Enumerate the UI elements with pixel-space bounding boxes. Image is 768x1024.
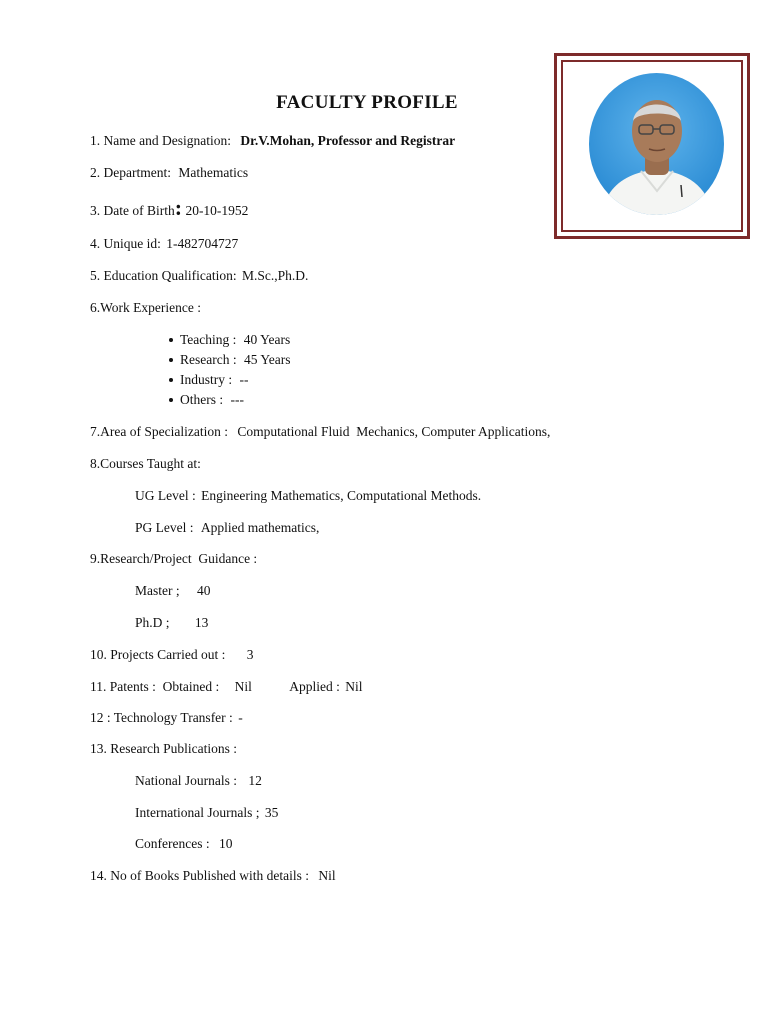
- dob-value: 20-10-1952: [185, 203, 249, 218]
- national-value: 12: [248, 773, 262, 788]
- name-label: 1. Name and Designation:: [90, 133, 231, 148]
- experience-value: ---: [230, 392, 244, 407]
- specialization-label: 7.Area of Specialization :: [90, 424, 228, 439]
- experience-label: Others :: [180, 392, 224, 407]
- national-label: National Journals :: [135, 773, 237, 788]
- conferences-row: [135, 836, 232, 852]
- unique-id-value: 1-482704727: [166, 236, 239, 251]
- experience-label: Teaching :: [180, 332, 237, 347]
- phd-label: Ph.D ;: [135, 615, 170, 630]
- experience-value: --: [239, 372, 249, 387]
- international-journals-row: [135, 805, 278, 821]
- guidance-label-text: 9.Research/Project Guidance :: [90, 551, 258, 566]
- projects-value: 3: [246, 647, 254, 662]
- department-label: 2. Department:: [90, 165, 171, 180]
- list-item: [168, 332, 291, 352]
- education-row: [90, 268, 308, 284]
- name-designation-row: [90, 133, 455, 149]
- courses-label: 8.Courses Taught at:: [90, 456, 201, 471]
- publications-label: 13. Research Publications :: [90, 741, 237, 756]
- profile-photo: [589, 73, 724, 215]
- work-experience-label: 6.Work Experience :: [90, 300, 201, 315]
- tech-transfer-row: [90, 710, 243, 726]
- name-value: Dr.V.Mohan, Professor and Registrar: [240, 133, 456, 148]
- experience-value: 40 Years: [243, 332, 291, 347]
- page-title: FACULTY PROFILE: [276, 92, 458, 113]
- phd-value: 13: [194, 615, 209, 630]
- pg-level-row: [135, 520, 319, 536]
- specialization-value: Computational Fluid Mechanics, Computer Applications,: [237, 424, 551, 439]
- experience-label: Research :: [180, 352, 237, 367]
- books-value: Nil: [318, 868, 336, 883]
- dob-row: [90, 195, 249, 220]
- unique-id-label: 4. Unique id:: [90, 236, 161, 251]
- master-label: Master ;: [135, 583, 180, 598]
- ug-label: UG Level :: [135, 488, 196, 503]
- patents-label: 11. Patents : Obtained :: [90, 679, 220, 694]
- national-journals-row: [135, 773, 262, 789]
- projects-row: [90, 647, 253, 663]
- conferences-value: 10: [218, 836, 233, 851]
- profile-photo-frame: [554, 53, 750, 239]
- master-row: [135, 583, 211, 599]
- books-label: 14. No of Books Published with details :: [90, 868, 309, 883]
- patents-applied-value: Nil: [345, 679, 363, 694]
- unique-id-row: [90, 236, 238, 252]
- international-label: International Journals ;: [135, 805, 260, 820]
- work-experience-list: [168, 332, 291, 412]
- dob-colon: :: [174, 195, 183, 220]
- master-value: 40: [197, 583, 211, 598]
- books-row: [90, 868, 336, 884]
- ug-level-row: [135, 488, 481, 504]
- experience-value: 45 Years: [243, 352, 291, 367]
- patents-row: [90, 679, 363, 695]
- dob-label: 3. Date of Birth: [90, 203, 175, 218]
- ug-value: Engineering Mathematics, Computational Methods.: [201, 488, 482, 503]
- experience-label: Industry :: [180, 372, 233, 387]
- list-item: [168, 352, 291, 372]
- list-item: [168, 392, 291, 412]
- specialization-row: [90, 424, 550, 440]
- education-value: M.Sc.,Ph.D.: [241, 268, 309, 283]
- pg-value: Applied mathematics,: [200, 520, 320, 535]
- department-value: Mathematics: [178, 165, 249, 180]
- phd-row: [135, 615, 208, 631]
- patents-applied-label: Applied :: [289, 679, 340, 694]
- guidance-label: [90, 551, 257, 567]
- international-value: 35: [264, 805, 279, 820]
- tech-transfer-label: 12 : Technology Transfer :: [90, 710, 233, 725]
- conferences-label: Conferences :: [135, 836, 210, 851]
- tech-transfer-value: -: [238, 710, 243, 725]
- patents-obtained-value: Nil: [234, 679, 252, 694]
- pg-label: PG Level :: [135, 520, 194, 535]
- projects-label: 10. Projects Carried out :: [90, 647, 226, 662]
- department-row: [90, 165, 248, 181]
- list-item: [168, 372, 291, 392]
- education-label: 5. Education Qualification:: [90, 268, 237, 283]
